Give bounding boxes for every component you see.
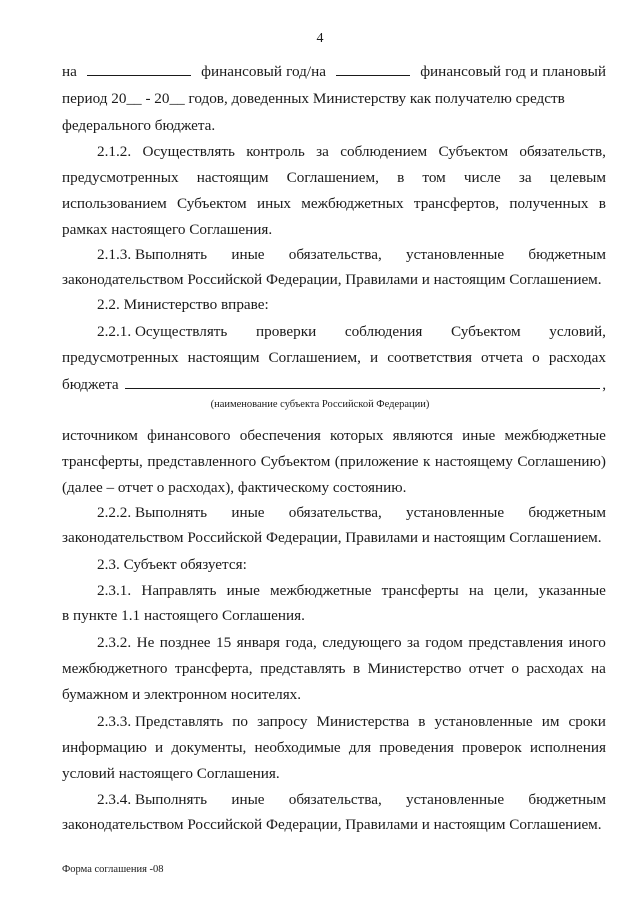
clause-2-1-3-line-2: законодательством Российской Федерации, Правилами и настоящим Соглашением.	[62, 271, 602, 288]
word: обязательств,	[519, 143, 606, 160]
word: предусмотренных	[62, 349, 179, 366]
word: установленные	[406, 791, 505, 808]
word: на	[591, 660, 606, 677]
word: межбюджетных	[301, 195, 404, 212]
fill-blank	[87, 62, 191, 76]
word: для	[348, 739, 372, 756]
word: 2.3.1.	[97, 582, 132, 599]
word: бюджетным	[528, 791, 606, 808]
word: являются	[392, 427, 453, 444]
intro-line-3: федерального бюджета.	[62, 117, 216, 134]
word: бюджетным	[528, 504, 606, 521]
word: настоящим	[187, 349, 260, 366]
clause-2-2-2-line-1	[97, 503, 606, 523]
intro-line-1: на финансовый год/на финансовый год и плановый	[62, 63, 606, 80]
word: полученных	[509, 195, 589, 212]
word: указанные	[538, 582, 606, 599]
word: Соглашением,	[268, 349, 361, 366]
word: годом	[425, 634, 463, 651]
word: трансферты,	[62, 453, 143, 470]
word: за	[316, 143, 329, 160]
word: проверок	[462, 739, 522, 756]
clause-2-3-2-line-2	[62, 659, 606, 679]
word: Субъектом	[260, 453, 331, 470]
word: обязательства,	[288, 246, 382, 263]
clause-2-3-1-line-2: в пункте 1.1 настоящего Соглашения.	[62, 607, 305, 624]
word: 15	[216, 634, 232, 651]
word: им	[541, 713, 560, 730]
word: 2.1.3. Выполнять	[97, 246, 208, 263]
word: бюджетным	[528, 246, 606, 263]
word: исполнения	[529, 739, 606, 756]
word: которых	[330, 427, 384, 444]
word: числе	[463, 169, 501, 186]
clause-2-2-1-line-1	[97, 322, 606, 342]
word: проверки	[255, 323, 317, 340]
word: обязательства,	[288, 791, 382, 808]
word: позднее	[159, 634, 211, 651]
clause-2-3-1-line-1	[97, 581, 606, 601]
clause-2-1-2-line-1	[97, 142, 606, 162]
word: сроки	[568, 713, 606, 730]
word: января	[236, 634, 281, 651]
clause-2-1-2-line-3	[62, 194, 606, 214]
clause-2-1-2-line-4: рамках настоящего Соглашения.	[62, 221, 273, 238]
word: финансового	[147, 427, 231, 444]
word: иные	[462, 427, 496, 444]
word: расходах	[526, 660, 584, 677]
intro-line-2: период 20__ - 20__ годов, доведенных Министерству как получателю средств	[62, 90, 565, 107]
word: использованием	[62, 195, 167, 212]
word: иные	[231, 791, 265, 808]
word: отчета	[481, 349, 524, 366]
word: настоящему	[434, 453, 513, 470]
clause-2-3-3-line-2	[62, 738, 606, 758]
word: соответствия	[387, 349, 472, 366]
word: межбюджетного	[62, 660, 168, 677]
clause-2-2-1-line-2	[62, 348, 606, 368]
clause-2-3-3-line-1	[97, 712, 606, 732]
word: 2.3.3. Представлять	[97, 713, 224, 730]
blank-caption: (наименование субъекта Российской Федерации)	[210, 399, 430, 410]
word: соблюдения	[344, 323, 423, 340]
word: 2.1.2.	[97, 143, 132, 160]
word: установленные	[406, 246, 505, 263]
word: Министерство	[367, 660, 462, 677]
word: к	[423, 453, 431, 470]
clause-2-1-2-line-2	[62, 168, 606, 188]
clause-2-3-2-line-3: бумажном и электронном носителях.	[62, 686, 302, 703]
word: контроль	[246, 143, 305, 160]
clause-2-2-1-line-6: (далее – отчет о расходах), фактическому состоянию.	[62, 479, 407, 496]
word: целевым	[549, 169, 606, 186]
word: в	[418, 713, 426, 730]
word: трансфертов,	[413, 195, 500, 212]
word: межбюджетные	[504, 427, 606, 444]
word: расходах	[548, 349, 606, 366]
clause-2-2-1-line-4	[62, 426, 606, 446]
word: представления	[468, 634, 564, 651]
page-number: 4	[316, 31, 324, 46]
word: трансферты	[381, 582, 459, 599]
word: и	[370, 349, 379, 366]
word: иные	[226, 582, 260, 599]
word: Осуществлять	[142, 143, 235, 160]
word: информацию	[62, 739, 147, 756]
clause-2-3-4-line-1	[97, 790, 606, 810]
word: за	[518, 169, 532, 186]
word: за	[407, 634, 420, 651]
clause-2-3-2-line-1	[97, 633, 606, 653]
word: проведения	[379, 739, 454, 756]
word: иного	[568, 634, 606, 651]
word: в	[397, 169, 405, 186]
clause-2-2: 2.2. Министерство вправе:	[97, 296, 269, 313]
word: 2.2.2. Выполнять	[97, 504, 208, 521]
word: иных	[256, 195, 291, 212]
word: условий,	[549, 323, 606, 340]
word: том	[422, 169, 446, 186]
word: цели,	[493, 582, 529, 599]
clause-2-2-1-line-3: бюджета ,	[62, 376, 606, 393]
word: 2.3.2.	[97, 634, 132, 651]
word: о	[511, 660, 519, 677]
word: по	[232, 713, 248, 730]
word: Направлять	[141, 582, 217, 599]
fill-blank	[336, 62, 410, 76]
word: источником	[62, 427, 138, 444]
word: в	[598, 195, 606, 212]
clause-2-1-3-line-1	[97, 245, 606, 265]
clause-2-2-1-line-5	[62, 452, 606, 472]
word: о	[532, 349, 540, 366]
word: Субъектом	[177, 195, 247, 212]
word: 2.3.4. Выполнять	[97, 791, 208, 808]
clause-2-3-4-line-2: законодательством Российской Федерации, Правилами и настоящим Соглашением.	[62, 816, 602, 833]
word: настоящим	[196, 169, 269, 186]
word: обязательства,	[288, 504, 382, 521]
subject-name-blank	[125, 375, 601, 389]
word: установленные	[406, 504, 505, 521]
word: соблюдением	[340, 143, 428, 160]
word: года,	[285, 634, 317, 651]
word: (приложение	[334, 453, 419, 470]
word: установленные	[434, 713, 533, 730]
clause-2-3-3-line-3: условий настоящего Соглашения.	[62, 765, 280, 782]
word: необходимые	[254, 739, 341, 756]
form-footer: Форма соглашения -08	[62, 864, 164, 875]
clause-2-2-2-line-2: законодательством Российской Федерации, Правилами и настоящим Соглашением.	[62, 529, 602, 546]
word: документы,	[171, 739, 247, 756]
word: предусмотренных	[62, 169, 179, 186]
word: и	[155, 739, 164, 756]
word: Не	[136, 634, 155, 651]
word: следующего	[322, 634, 402, 651]
word: межбюджетные	[270, 582, 372, 599]
word: в	[352, 660, 361, 677]
word: на	[468, 582, 484, 599]
word: Соглашению)	[517, 453, 606, 470]
word: Соглашением,	[286, 169, 379, 186]
word: иные	[231, 504, 265, 521]
word: Министерства	[316, 713, 410, 730]
clause-2-3: 2.3. Субъект обязуется:	[97, 556, 247, 573]
word: запросу	[257, 713, 308, 730]
word: представлять	[260, 660, 346, 677]
word: Субъектом	[438, 143, 509, 160]
word: иные	[231, 246, 265, 263]
word: 2.2.1. Осуществлять	[97, 323, 228, 340]
word: отчет	[468, 660, 504, 677]
word: представленного	[147, 453, 257, 470]
word: обеспечения	[239, 427, 321, 444]
word: Субъектом	[451, 323, 521, 340]
word: трансферта,	[175, 660, 253, 677]
